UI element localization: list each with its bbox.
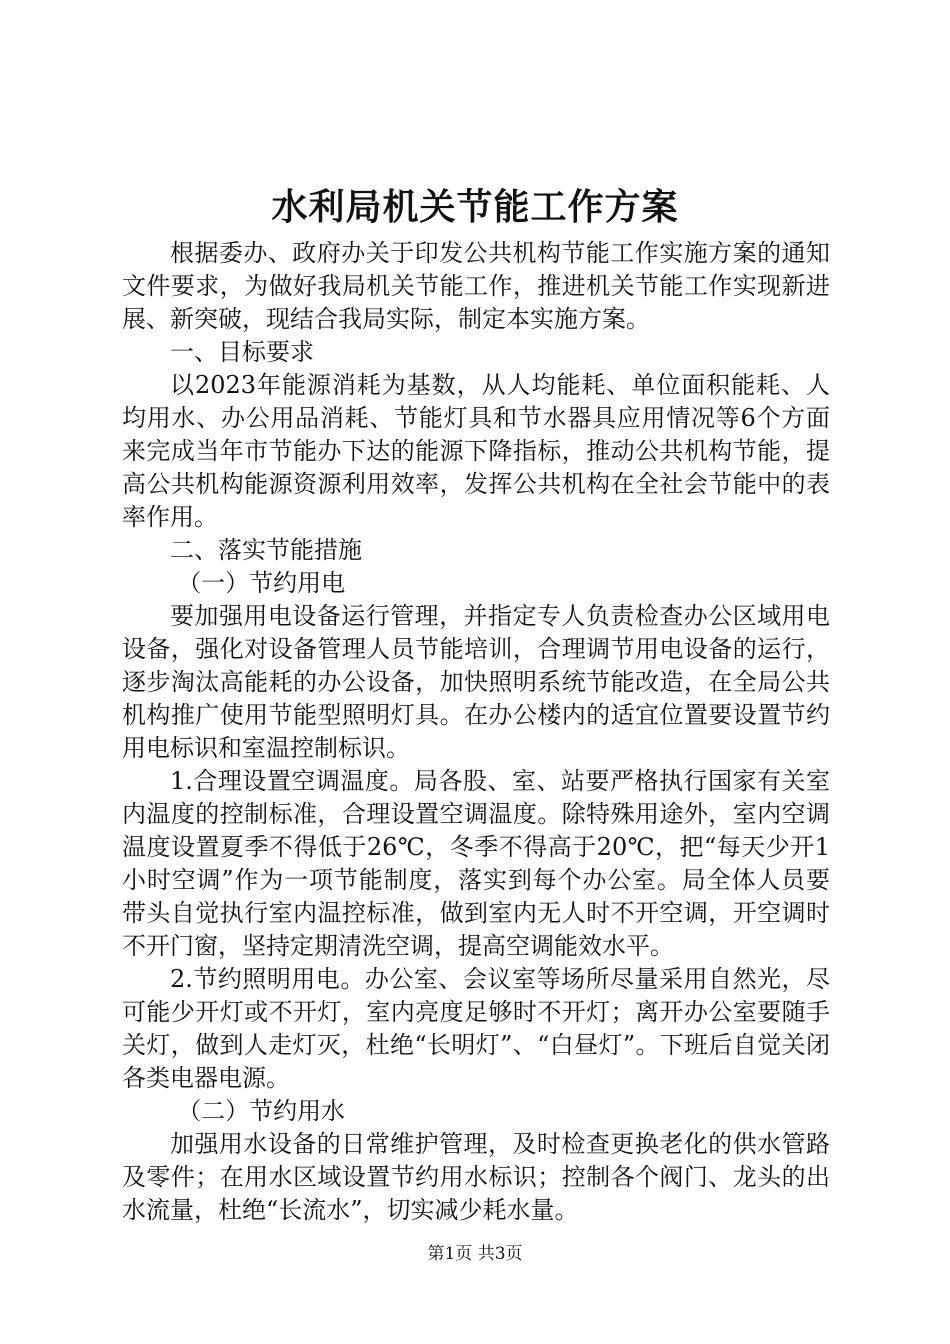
page-number-footer: 第1页 共3页 bbox=[427, 1244, 523, 1264]
goals-paragraph: 以2023年能源消耗为基数，从人均能耗、单位面积能耗、人均用水、办公用品消耗、节能灯具和节水器具应用情况等6个方面来完成当年市节能办下达的能源下降指标，推动公共机构节能，提高公共机构能源资源利用效率，发挥公共机构在全社会节能中的表率作用。 bbox=[122, 371, 830, 531]
document-body bbox=[122, 237, 830, 1227]
air-conditioning-paragraph: 1.合理设置空调温度。局各股、室、站要严格执行国家有关室内温度的控制标准，合理设置空调温度。除特殊用途外，室内空调温度设置夏季不得低于26℃，冬季不得高于20℃，把“每天少开1小时空调”作为一项节能制度，落实到每个办公室。局全体人员要带头自觉执行室内温控标准，做到室内无人时不开空调，开空调时不开门窗，坚持定期清洗空调，提高空调能效水平。 bbox=[122, 767, 830, 960]
lighting-paragraph: 2.节约照明用电。办公室、会议室等场所尽量采用自然光，尽可能少开灯或不开灯，室内亮度足够时不开灯；离开办公室要随手关灯，做到人走灯灭，杜绝“长明灯”、“白昼灯”。下班后自觉关闭各类电器电源。 bbox=[122, 965, 830, 1092]
electricity-paragraph: 要加强用电设备运行管理，并指定专人负责检查办公区域用电设备，强化对设备管理人员节能培训，合理调节用电设备的运行，逐步淘汰高能耗的办公设备，加快照明系统节能改造，在全局公共机构推广使用节能型照明灯具。在办公楼内的适宜位置要设置节约用电标识和室温控制标识。 bbox=[122, 602, 830, 762]
intro-paragraph: 根据委办、政府办关于印发公共机构节能工作实施方案的通知文件要求，为做好我局机关节能工作，推进机关节能工作实现新进展、新突破，现结合我局实际，制定本实施方案。 bbox=[122, 239, 830, 333]
subsection-heading-water: （二）节约用水 bbox=[177, 1097, 346, 1125]
document-title: 水利局机关节能工作方案 bbox=[271, 186, 679, 228]
subsection-heading-electricity: （一）节约用电 bbox=[177, 569, 346, 597]
water-paragraph: 加强用水设备的日常维护管理，及时检查更换老化的供水管路及零件；在用水区域设置节约用水标识；控制各个阀门、龙头的出水流量，杜绝“长流水”，切实减少耗水量。 bbox=[122, 1130, 830, 1224]
section-heading-measures: 二、落实节能措施 bbox=[170, 536, 362, 564]
section-heading-goals: 一、目标要求 bbox=[170, 338, 314, 366]
